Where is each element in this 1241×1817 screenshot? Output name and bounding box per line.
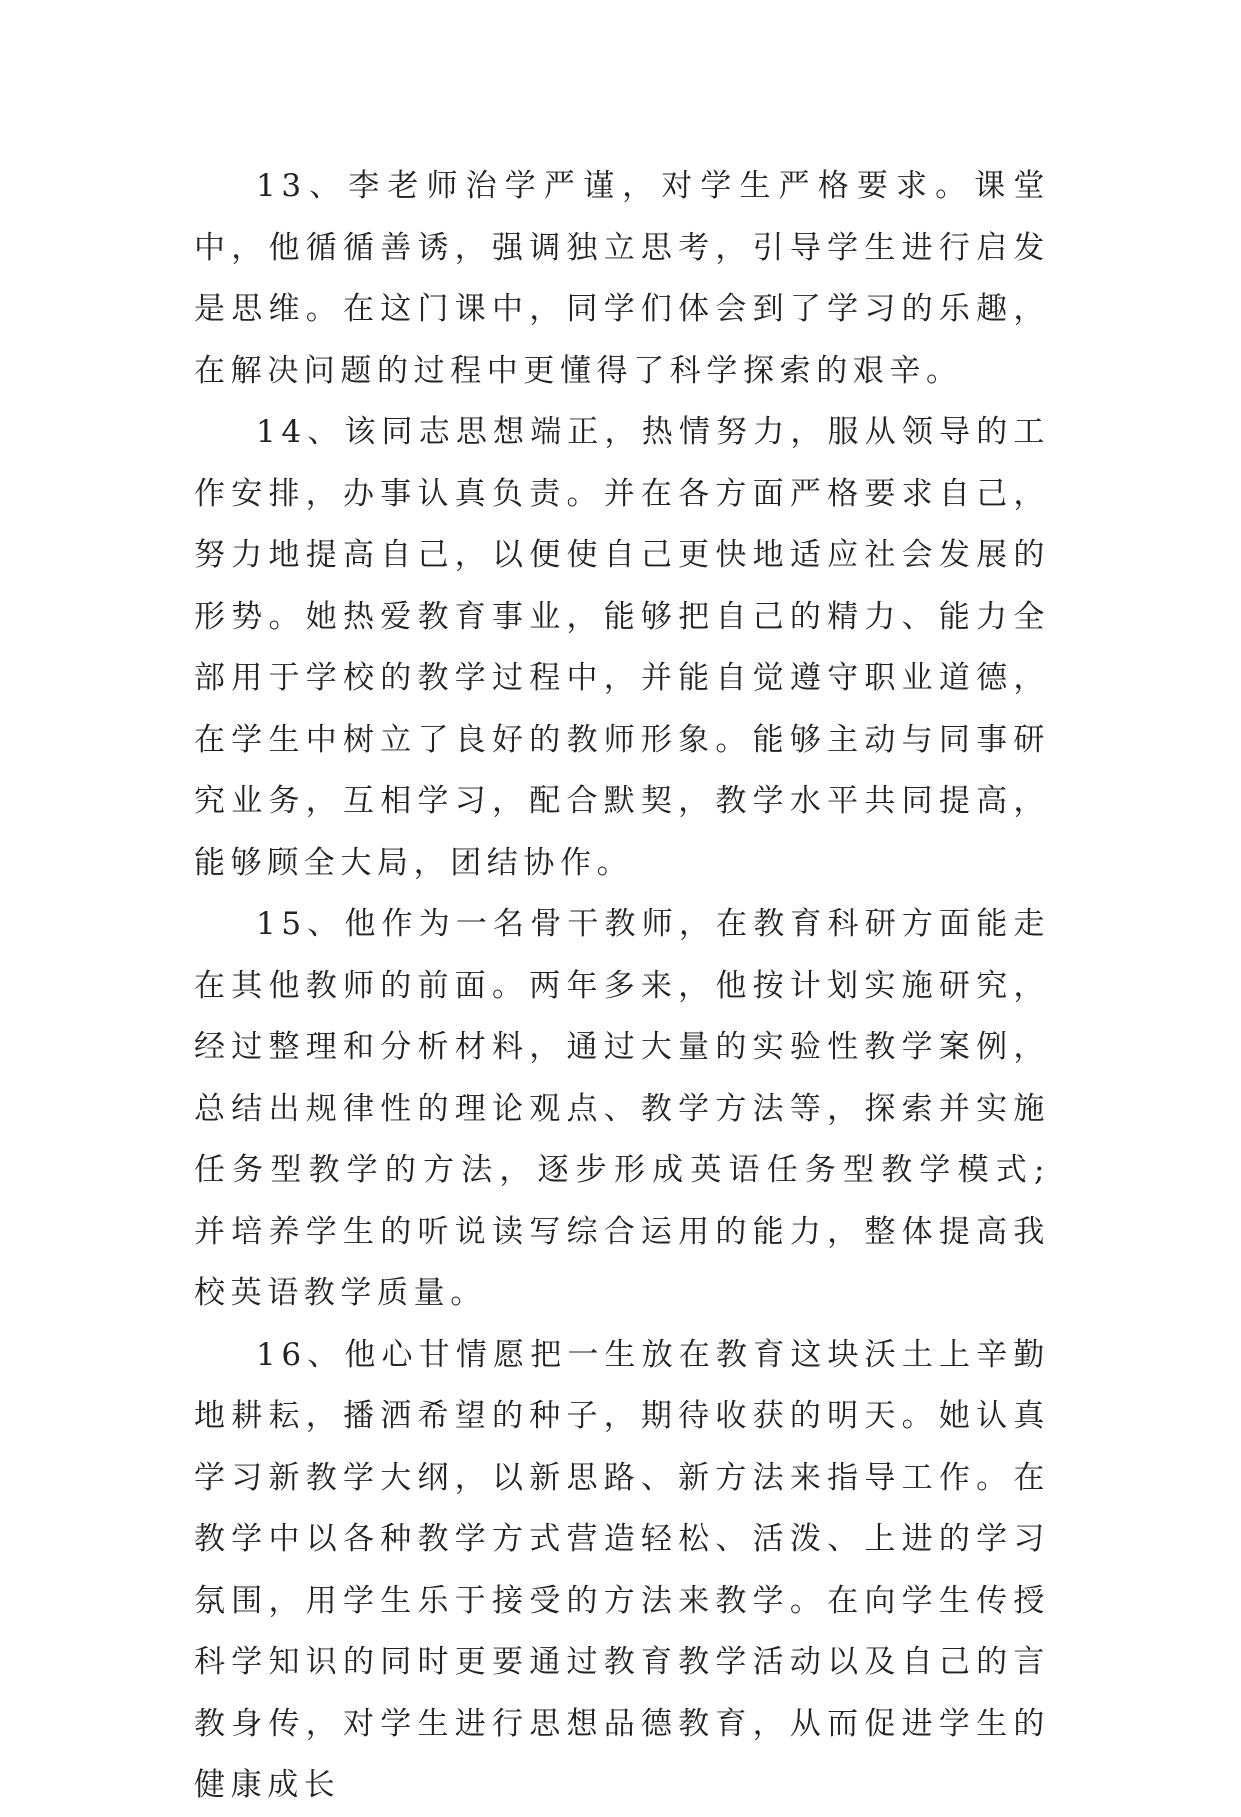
paragraph-14: 14、该同志思想端正，热情努力，服从领导的工作安排，办事认真负责。并在各方面严格要求自己，努力地提高自己，以便使自己更快地适应社会发展的形势。她热爱教育事业，能够把自己的精力、能力全部用于学校的教学过程中，并能自觉遵守职业道德，在学生中树立了良好的教师形象。能够主动与同事研究业务，互相学习，配合默契，教学水平共同提高，能够顾全大局，团结协作。 [194,414,1050,881]
document-body [194,156,1050,1817]
paragraph-16: 16、他心甘情愿把一生放在教育这块沃土上辛勤地耕耘，播洒希望的种子，期待收获的明天。她认真学习新教学大纲，以新思路、新方法来指导工作。在教学中以各种教学方式营造轻松、活泼、上进的学习氛围，用学生乐于接受的方法来教学。在向学生传授科学知识的同时更要通过教育教学活动以及自己的言教身传，对学生进行思想品德教育，从而促进学生的健康成长 [194,1336,1050,1803]
paragraph-15: 15、他作为一名骨干教师，在教育科研方面能走在其他教师的前面。两年多来，他按计划实施研究，经过整理和分析材料，通过大量的实验性教学案例，总结出规律性的理论观点、教学方法等，探索并实施任务型教学的方法，逐步形成英语任务型教学模式;并培养学生的听说读写综合运用的能力，整体提高我校英语教学质量。 [194,906,1050,1311]
paragraph-13: 13、李老师治学严谨，对学生严格要求。课堂中，他循循善诱，强调独立思考，引导学生进行启发是思维。在这门课中，同学们体会到了学习的乐趣，在解决问题的过程中更懂得了科学探索的艰辛。 [194,168,1050,389]
